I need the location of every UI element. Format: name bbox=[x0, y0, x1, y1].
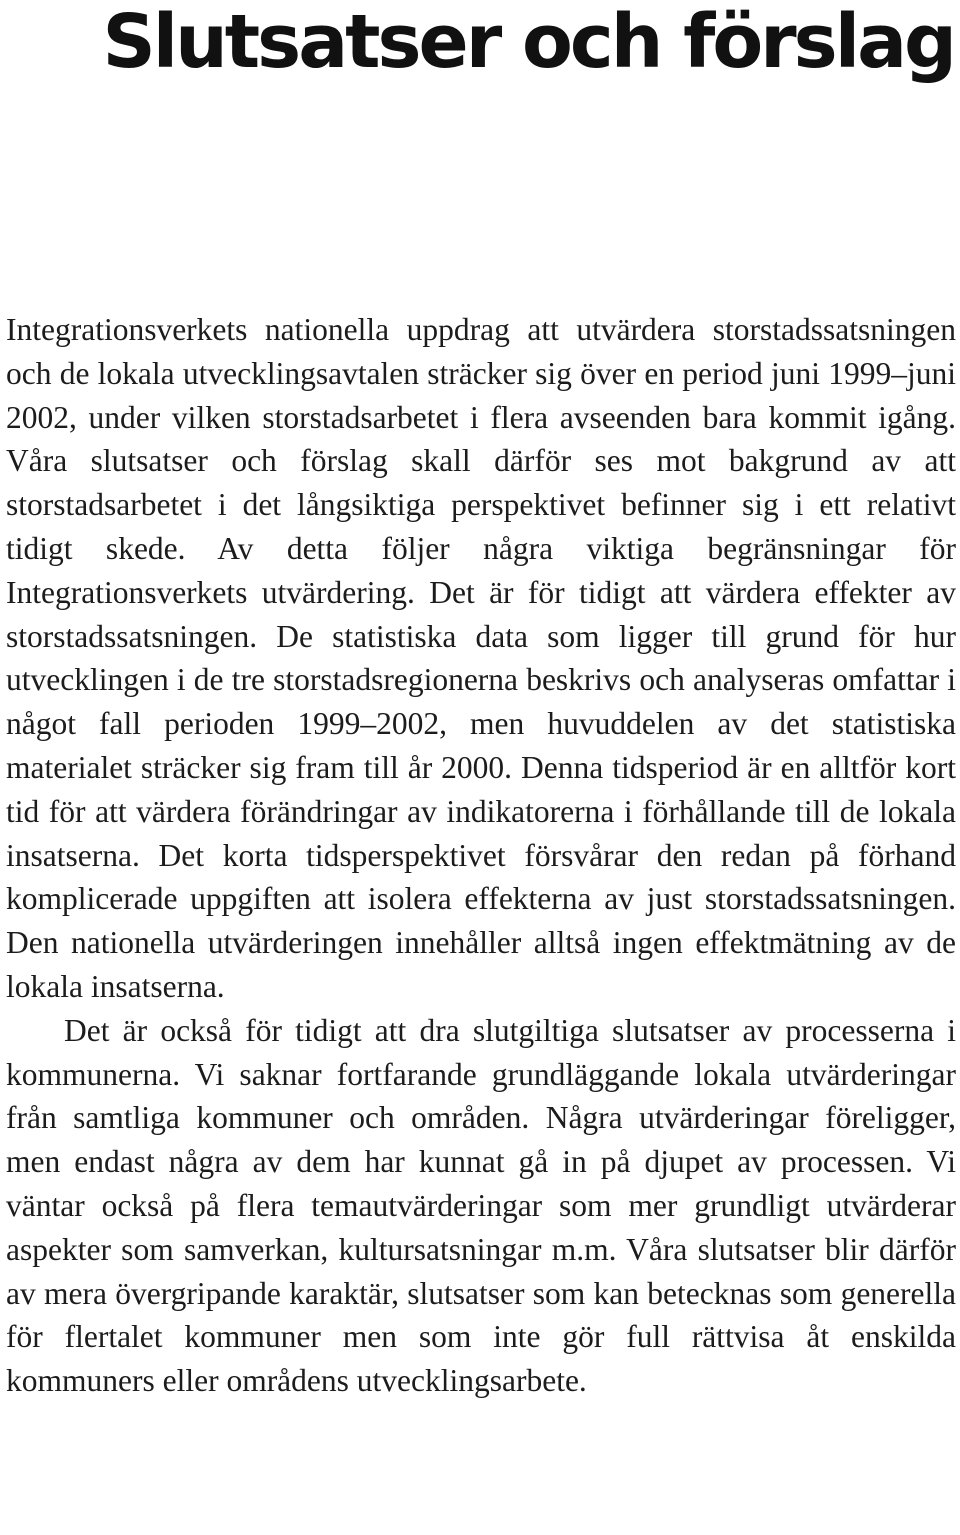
paragraph-2: Det är också för tidigt att dra slutgiltiga slutsatser av processerna i kommunerna. Vi saknar fortfarande grundläggande lokala utvärderingar från samtliga kommuner och områden. Några utvärderingar föreligger, men endast några av dem har kunnat gå in på djupet av processen. Vi väntar också på flera temautvärderingar som mer grundligt utvärderar aspekter som samverkan, kultursatsningar m.m. Våra slutsatser blir därför av mera övergripande karaktär, slutsatser som kan betecknas som generella för flertalet kommuner men som inte gör full rättvisa åt enskilda kommuners eller områdens utvecklingsarbete. bbox=[6, 1012, 956, 1399]
paragraph-1: Integrationsverkets nationella uppdrag att utvärdera storstadssatsningen och de lokala utvecklingsavtalen sträcker sig över en period juni 1999–juni 2002, under vilken storstadsarbetet i flera avseenden bara kommit igång. Våra slutsatser och förslag skall därför ses mot bakgrund av att storstadsarbetet i det långsiktiga perspektivet befinner sig i ett relativt tidigt skede. Av detta följer några viktiga begränsningar för Integrationsverkets utvärdering. Det är för tidigt att värdera effekter av storstadssatsningen. De statistiska data som ligger till grund för hur utvecklingen i de tre storstadsregionerna beskrivs och analyseras omfattar i något fall perioden 1999–2002, men huvuddelen av det statistiska materialet sträcker sig fram till år 2000. Denna tidsperiod är en alltför kort tid för att värdera förändringar av indikatorerna i förhållande till de lokala insatserna. Det korta tidsperspektivet försvårar den redan på förhand komplicerade uppgiften att isolera effekterna av just storstadssatsningen. Den nationella utvärderingen innehåller alltså ingen effektmätning av de lokala insatserna. bbox=[6, 312, 956, 1004]
body-text bbox=[6, 308, 956, 1403]
page-title: Slutsatser och förslag bbox=[102, 0, 954, 85]
